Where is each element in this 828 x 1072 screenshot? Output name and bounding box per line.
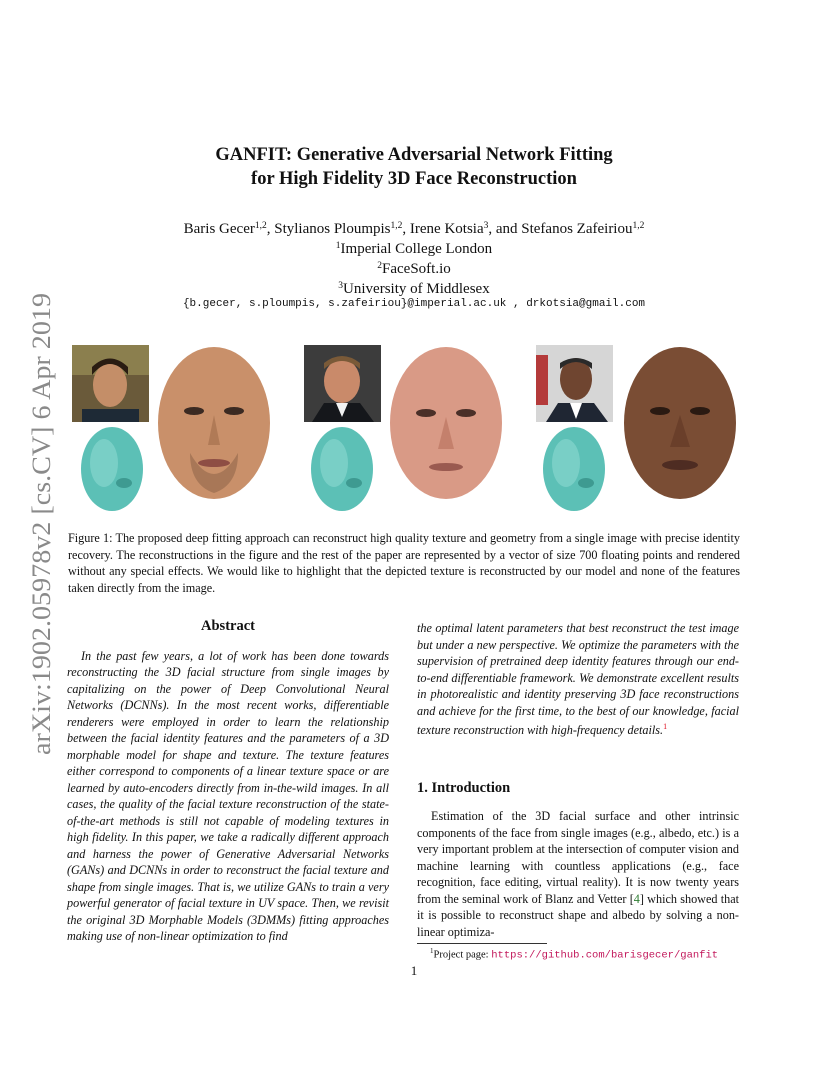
introduction-paragraph: Estimation of the 3D facial surface and other intrinsic components of the face from single images (e.g., albedo, etc.) is a very important problem at the intersection of computer vision and machine learning with countless applications (e.g., face recognition, face editing, virtual reality). It is now twenty years from the seminal work of Blanz and Vetter [4] which showed that it is possible to reconstruct shape and albedo by solving a non-linear optimiza- bbox=[417, 809, 740, 939]
author-sup: 1,2 bbox=[390, 221, 403, 231]
input-photo bbox=[536, 345, 613, 422]
abstract-text: In the past few years, a lot of work has been done towards reconstructing the 3D facial structure from single images by capitalizing on the power of Deep Convolutional Neural Networks (DCNNs). In the most recent works, differentiable renderers were employed in order to learn the relationship between the facial identity features and the parameters of a 3D morphable model for shape and texture. The texture features either correspond to components of a linear texture space or are learned by auto-encoders directly from in-the-wild images. In all cases, the quality of the facial texture reconstruction of the state-of-the-art methods is still not capable of modeling textures in high fidelity. In this paper, we take a radically different approach and harness the power of Generative Adversarial Networks (GANs) and DCNNs in order to reconstruct the facial texture and shape from single images. That is, we utilize GANs to train a very powerful generator of facial texture in UV space. Then, we revisit the original 3D Morphable Models (3DMMs) fitting approaches making use of non-linear optimization to find bbox=[67, 648, 389, 943]
author-name: and Stefanos Zafeiriou bbox=[495, 221, 633, 237]
reconstructed-face bbox=[620, 345, 740, 505]
author-sup: 1,2 bbox=[632, 221, 645, 231]
input-photo bbox=[304, 345, 381, 422]
project-url-link[interactable]: https://github.com/barisgecer/ganfit bbox=[491, 949, 719, 962]
affiliation: $^2$FaceSoft.io bbox=[377, 261, 451, 277]
reconstructed-face bbox=[154, 345, 274, 505]
citation-link[interactable]: 4 bbox=[633, 891, 640, 906]
author-name: Baris Gecer bbox=[183, 221, 255, 237]
figure-caption: Figure 1: The proposed deep fitting approach can reconstruct high quality texture and geometry from a single image with precise identity recovery. The reconstructions in the figure and the rest of the paper are represented by a vector of size 700 floating points and rendered without any special effects. We would like to highlight that the depicted texture is reconstructed by our model and none of the features taken directly from the image. bbox=[68, 531, 740, 595]
author-sup: 1,2 bbox=[254, 221, 267, 231]
shape-mesh bbox=[304, 423, 378, 518]
affiliation: $^3$University of Middlesex bbox=[338, 281, 490, 297]
page-number: 1 bbox=[410, 963, 418, 978]
footnote-rule bbox=[417, 943, 547, 944]
shape-mesh bbox=[536, 423, 610, 518]
reconstructed-face bbox=[386, 345, 506, 505]
arxiv-stamp bbox=[14, 290, 62, 760]
author-block bbox=[100, 219, 728, 299]
affiliation: $^1$Imperial College London bbox=[335, 241, 493, 257]
abstract-right-column bbox=[417, 620, 739, 739]
input-photo bbox=[72, 345, 149, 422]
footnote: $^1$Project page: https://github.com/barisgecer/ganfit bbox=[430, 947, 719, 962]
paper-title bbox=[100, 143, 728, 191]
author-name: Stylianos Ploumpis bbox=[274, 221, 391, 237]
figure-1 bbox=[70, 343, 760, 518]
abstract-text-continued: the optimal latent parameters that best reconstruct the test image but under a new perspective. We optimize the parameters with the supervision of pretrained deep identity features through our end-to-end differentiable framework. We demonstrate excellent results in photorealistic and identity preserving 3D face reconstructions and achieve for the first time, to the best of our knowledge, facial texture reconstruction with high-frequency details.$^1$ bbox=[417, 621, 739, 738]
abstract-heading: Abstract bbox=[201, 618, 255, 634]
footnote-marker: 1 bbox=[663, 722, 668, 731]
arxiv-id: arXiv:1902.05978v2 [cs.CV] 6 Apr 2019 bbox=[27, 327, 56, 755]
author-emails: {b.gecer, s.ploumpis, s.zafeiriou}@imperial.ac.uk , drkotsia@gmail.com bbox=[182, 298, 646, 310]
shape-mesh bbox=[74, 423, 148, 518]
title-line-2: for High Fidelity 3D Face Reconstruction bbox=[251, 169, 577, 189]
title-line-1: GANFIT: Generative Adversarial Network Fitting bbox=[215, 145, 613, 165]
author-name: Irene Kotsia bbox=[409, 221, 484, 237]
abstract-left-column bbox=[67, 618, 389, 945]
author-list: Baris Gecer$^{1,2}$, Stylianos Ploumpis$^{1,2}$, Irene Kotsia$^3$, and Stefanos Zafeiriou$^{1,2}$ bbox=[183, 221, 645, 237]
section-heading-introduction: 1. Introduction bbox=[417, 780, 511, 796]
author-sup: 3 bbox=[483, 221, 489, 231]
